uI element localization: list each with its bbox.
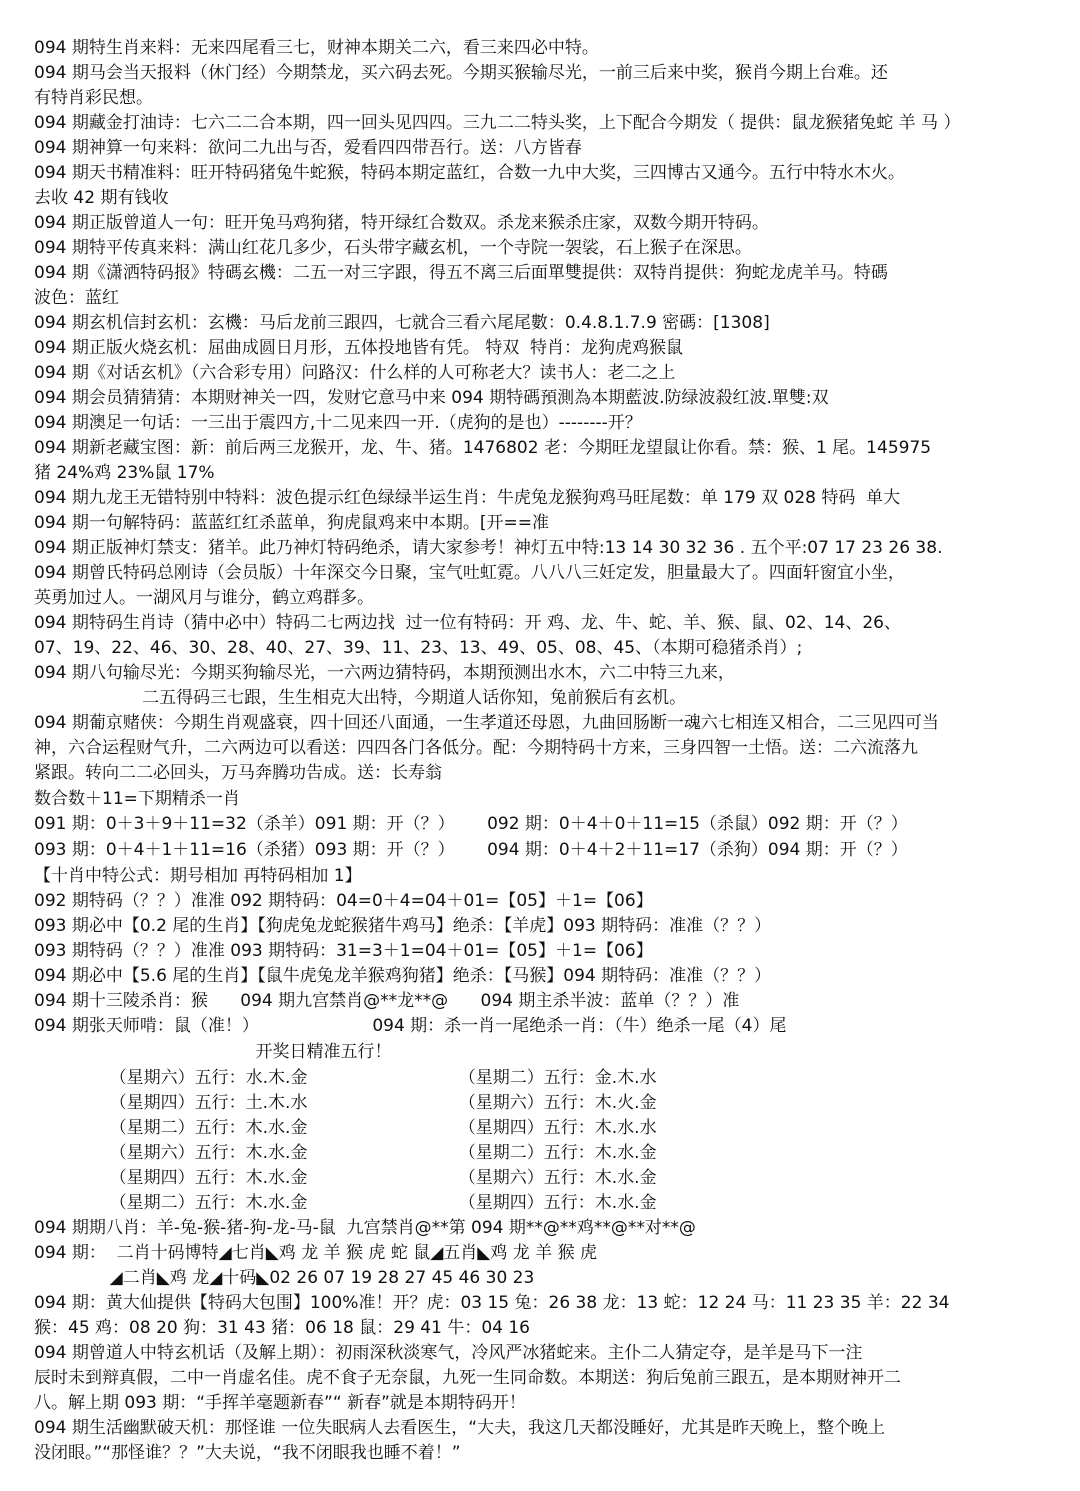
text-line: 有特肖彩民想。 (34, 88, 153, 108)
text-line: 没闭眼。”“那怪谁？？”大夫说，“我不闭眼我也睡不着！” (34, 1443, 461, 1463)
text-line: 094 期正版火烧玄机：屈曲成圆日月形，五体投地皆有凭。 特双 特肖：龙狗虎鸡猴鼠 (34, 338, 684, 358)
text-line: 094 期曾道人中特玄机话（及解上期）：初雨深秋淡寒气，冷风严冰猪蛇来。主仆二人猜定夺，是羊是马下一注 (34, 1343, 863, 1363)
text-line: 猴：45 鸡：08 20 狗：31 43 猪：06 18 鼠：29 41 牛：04 16 (34, 1318, 530, 1338)
text-line: 波色：蓝红 (34, 288, 119, 308)
text-line: 辰时未到辩真假，二中一肖虚名佳。虎不食子无奈鼠，九死一生同命数。本期送：狗后兔前三跟五，是本期财神开二 (34, 1368, 901, 1388)
text-line: 094 期张天师啃：鼠（准！） 094 期：杀一肖一尾绝杀一肖：（牛）绝杀一尾（4）尾 (34, 1016, 787, 1036)
text-line: 094 期天书精准料：旺开特码猪兔牛蛇猴，特码本期定蓝红，合数一九中大奖，三四博古又通今。五行中特水木火。 (34, 163, 905, 183)
text-line: 神，六合运程财气升，二六两边可以看送：四四各门各低分。配：今期特码十方来，三身四智一土悟。送：二六流落九 (34, 738, 918, 758)
text-line: 094 期《对话玄机》（六合彩专用）问路汉：什么样的人可称老大？读书人：老二之上 (34, 363, 676, 383)
text-line: 094 期正版曾道人一句：旺开兔马鸡狗猪，特开绿红合数双。杀龙来猴杀庄家，双数今期开特码。 (34, 213, 769, 233)
text-line: 094 期澳足一句话：一三出于震四方,十二见来四一开.（虎狗的是也）--------开？ (34, 413, 642, 433)
text-line: 094 期藏金打油诗：七六二二合本期，四一回头见四四。三九二二特头奖，上下配合今期发（ 提供：鼠龙猴猪兔蛇 羊 马 ） (34, 113, 961, 133)
text-line: 094 期玄机信封玄机：玄機：马后龙前三跟四，七就合三看六尾尾數：0.4.8.1.7.9 密碼：[1308] (34, 313, 770, 333)
text-line: 紧跟。转向二二必回头，万马奔腾功告成。送：长寿翁 (34, 763, 442, 783)
text-line: 094 期新老藏宝图：新：前后两三龙猴开，龙、牛、猪。1476802 老：今期旺龙望鼠让你看。禁：猴、1 尾。145975 (34, 438, 932, 458)
text-line: 094 期马会当天报料（休门经）今期禁龙，买六码去死。今期买猴输尽光，一前三后来中奖，猴肖今期上台难。还 (34, 63, 888, 83)
text-line: （星期六）五行：水.木.金 （星期二）五行：金.木.水 (34, 1068, 657, 1088)
text-line: 094 期会员猜猜猜：本期财神关一四，发财它意马中来 094 期特碼預測為本期藍波.防绿波殺红波.單雙:双 (34, 388, 829, 408)
text-line: 094 期九龙王无错特别中特料：波色提示红色绿绿半运生肖：牛虎兔龙猴狗鸡马旺尾数：单 179 双 028 特码 单大 (34, 488, 901, 508)
text-line: 094 期十三陵杀肖：猴 094 期九宫禁肖@**龙**@ 094 期主杀半波：蓝单（？？）准 (34, 991, 740, 1011)
text-line: 094 期特平传真来料：满山红花几多少，石头带字藏玄机，一个寺院一袈裟，石上猴子在深思。 (34, 238, 752, 258)
text-line: 094 期：黄大仙提供【特码大包围】100%准！开？虎：03 15 兔：26 38 龙：13 蛇：12 24 马：11 23 35 羊：22 34 (34, 1293, 950, 1313)
text-line: 去收 42 期有钱收 (34, 188, 169, 208)
text-line: 094 期特码生肖诗（猜中必中）特码二七两边找 过一位有特码：开 鸡、龙、牛、蛇、羊、猴、鼠、02、14、26、 (34, 613, 901, 633)
text-line: 094 期《潇洒特码报》特碼玄機：二五一对三字跟，得五不离三后面單雙提供：双特肖提供：狗蛇龙虎羊马。特碼 (34, 263, 888, 283)
text-line: 094 期生活幽默破天机：那怪谁 一位失眠病人去看医生，“大夫，我这几天都没睡好，尤其是昨天晚上，整个晚上 (34, 1418, 886, 1438)
text-line: （星期六）五行：木.水.金 （星期二）五行：木.水.金 (34, 1143, 657, 1163)
text-line: 092 期特码（？？）准准 092 期特码：04=0＋4=04＋01=【05】＋1=【06】 (34, 891, 653, 911)
text-line: 094 期必中【5.6 尾的生肖】【鼠牛虎兔龙羊猴鸡狗猪】绝杀：【马猴】094 期特码：准准（？？） (34, 966, 772, 986)
text-line: 094 期： 二肖十码博特◢七肖◣鸡 龙 羊 猴 虎 蛇 鼠◢五肖◣鸡 龙 羊 猴 虎 (34, 1243, 597, 1263)
text-line: 093 期特码（？？）准准 093 期特码：31=3＋1=04＋01=【05】＋1=【06】 (34, 941, 653, 961)
text-line: ◢二肖◣鸡 龙◢十码◣02 26 07 19 28 27 45 46 30 23 (34, 1268, 535, 1288)
text-line: 07、19、22、46、30、28、40、27、39、11、23、13、49、05、08、45、（本期可稳猪杀肖）; (34, 638, 803, 658)
text-line: 094 期期八肖：羊-兔-猴-猪-狗-龙-马-鼠 九宫禁肖@**第 094 期**@**鸡**@**对**@ (34, 1218, 696, 1238)
text-line: 八。解上期 093 期：“手挥羊毫题新春”“ 新春”就是本期特码开！ (34, 1393, 526, 1413)
text-line: 094 期一句解特码：蓝蓝红红杀蓝单，狗虎鼠鸡来中本期。[开==准 (34, 513, 549, 533)
text-line: 094 期曾氏特码总刚诗（会员版）十年深交今日聚，宝气吐虹霓。八八八三妊定发，胆量最大了。四面轩窗宜小坐， (34, 563, 905, 583)
text-line: 英勇加过人。一湖风月与谁分，鹤立鸡群多。 (34, 588, 374, 608)
text-line: 094 期特生肖来料：无来四尾看三七，财神本期关二六，看三来四必中特。 (34, 38, 599, 58)
text-line: 二五得码三七跟，生生相克大出特，今期道人话你知，兔前猴后有玄机。 (34, 688, 687, 708)
text-line: 093 期：0＋4＋1＋11=16（杀猪）093 期：开（？） 094 期：0＋4＋2＋11=17（杀狗）094 期：开（？） (34, 840, 908, 860)
text-line: 开奖日精准五行！ (34, 1042, 392, 1062)
text-line: （星期四）五行：土.木.水 （星期六）五行：木.火.金 (34, 1093, 657, 1113)
text-line: 猪 24%鸡 23%鼠 17% (34, 463, 215, 483)
text-line: 【十肖中特公式：期号相加 再特码相加 1】 (34, 866, 362, 886)
text-line: 094 期葡京赌侠：今期生肖观盛衰，四十回还八面通，一生孝道还母恩，九曲回肠断一魂六七相连又相合，二三见四可当 (34, 713, 939, 733)
text-line: 094 期正版神灯禁支：猪羊。此乃神灯特码绝杀，请大家参考！神灯五中特:13 14 30 32 36 . 五个平:07 17 23 26 38. (34, 538, 943, 558)
text-line: （星期四）五行：木.水.金 （星期六）五行：木.水.金 (34, 1168, 657, 1188)
text-line: 数合数＋11=下期精杀一肖 (34, 789, 240, 809)
text-line: （星期二）五行：木.水.金 （星期四）五行：木.水.水 (34, 1118, 657, 1138)
text-line: （星期二）五行：木.水.金 （星期四）五行：木.水.金 (34, 1193, 657, 1213)
text-line: 094 期神算一句来料：欲问二九出与否，爱看四四带吾行。送：八方皆春 (34, 138, 582, 158)
text-line: 091 期：0＋3＋9＋11=32（杀羊）091 期：开（？） 092 期：0＋4＋0＋11=15（杀鼠）092 期：开（？） (34, 814, 908, 834)
text-line: 094 期八句输尽光：今期买狗输尽光，一六两边猜特码，本期预测出水木，六二中特三九来， (34, 663, 735, 683)
text-line: 093 期必中【0.2 尾的生肖】【狗虎兔龙蛇猴猪牛鸡马】绝杀：【羊虎】093 期特码：准准（？？） (34, 916, 772, 936)
